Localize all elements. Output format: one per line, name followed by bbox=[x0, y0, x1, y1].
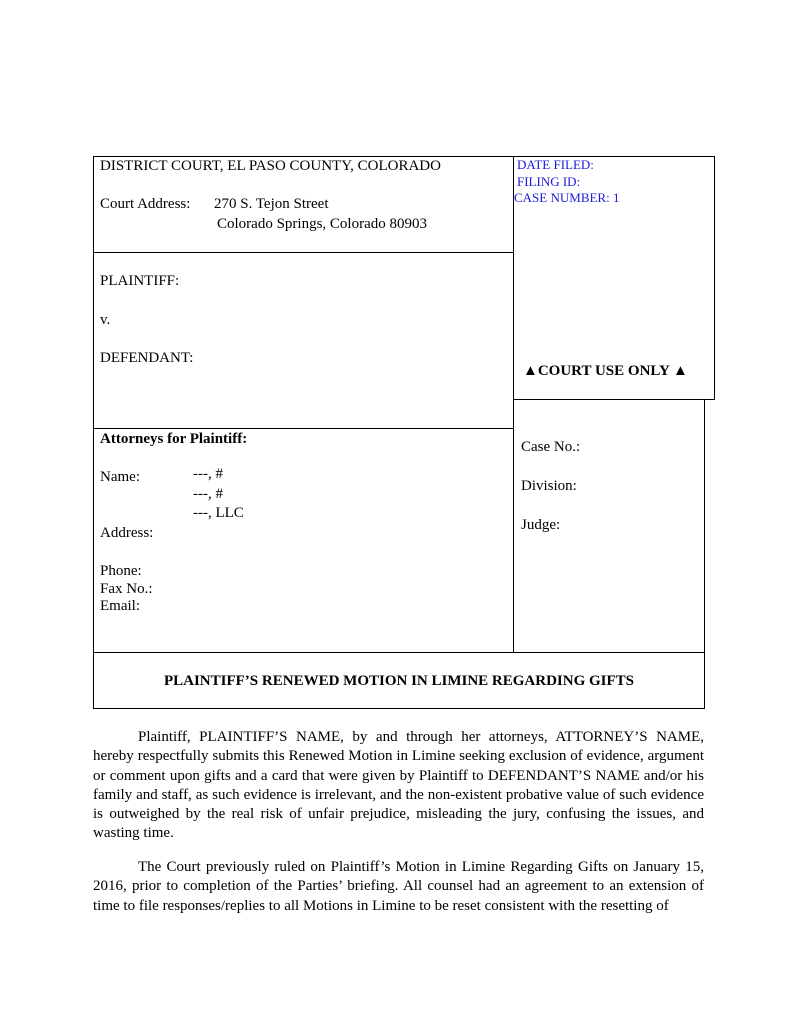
table-border bbox=[93, 708, 705, 709]
judge-label: Judge: bbox=[521, 517, 561, 533]
table-border bbox=[93, 156, 94, 709]
email-label: Email: bbox=[100, 598, 140, 614]
court-address-line2: Colorado Springs, Colorado 80903 bbox=[217, 216, 427, 232]
defendant-label: DEFENDANT: bbox=[100, 350, 194, 366]
fax-label: Fax No.: bbox=[100, 581, 153, 597]
court-address-line1: 270 S. Tejon Street bbox=[214, 196, 329, 212]
table-border bbox=[513, 399, 715, 400]
plaintiff-label: PLAINTIFF: bbox=[100, 273, 180, 289]
court-address-label: Court Address: bbox=[100, 196, 191, 212]
table-border bbox=[93, 428, 514, 429]
name-label: Name: bbox=[100, 469, 140, 485]
body-paragraph bbox=[93, 858, 704, 916]
court-use-only-label: ▲COURT USE ONLY ▲ bbox=[523, 363, 688, 379]
attorneys-heading: Attorneys for Plaintiff: bbox=[100, 431, 248, 447]
case-number-label: CASE NUMBER: 1 bbox=[514, 190, 620, 205]
filing-id-label: FILING ID: bbox=[517, 174, 581, 189]
court-name: DISTRICT COURT, EL PASO COUNTY, COLORADO bbox=[100, 158, 441, 174]
paragraph-text: Plaintiff, PLAINTIFF’S NAME, by and through her attorneys, ATTORNEY’S NAME, hereby respectfully submits this Renewed Motion in Limine seeking exclusion of evidence, argument or comment upon gifts and a card that were given by Plaintiff to DEFENDANT’S NAME and/or his family and staff, as such evidence is irrelevant, and the non-existent probative value of such evidence is outweighed by the real risk of unfair prejudice, misleading the jury, confusing the issues, and wasting time. bbox=[93, 729, 704, 842]
versus-text: v. bbox=[100, 312, 111, 328]
table-border bbox=[93, 252, 514, 253]
table-border bbox=[93, 156, 715, 157]
document-title: PLAINTIFF’S RENEWED MOTION IN LIMINE REGARDING GIFTS bbox=[163, 673, 635, 689]
table-border bbox=[704, 399, 705, 709]
body-paragraph bbox=[93, 728, 704, 844]
address-label: Address: bbox=[100, 525, 154, 541]
paragraph-text: The Court previously ruled on Plaintiff’s Motion in Limine Regarding Gifts on January 15, 2016, prior to completion of the Parties’ briefing. All counsel had an agreement to an extension of time to file responses/replies to all Motions in Limine to be reset consistent with the resetting of bbox=[93, 859, 704, 914]
table-border bbox=[714, 156, 715, 399]
attorney-name: ---, # bbox=[193, 486, 223, 502]
attorney-firm: ---, LLC bbox=[193, 505, 244, 521]
table-border bbox=[93, 652, 705, 653]
date-filed-label: DATE FILED: bbox=[517, 157, 594, 172]
case-no-label: Case No.: bbox=[521, 439, 581, 455]
division-label: Division: bbox=[521, 478, 577, 494]
phone-label: Phone: bbox=[100, 563, 142, 579]
table-border bbox=[513, 156, 514, 652]
attorney-name: ---, # bbox=[193, 466, 223, 482]
